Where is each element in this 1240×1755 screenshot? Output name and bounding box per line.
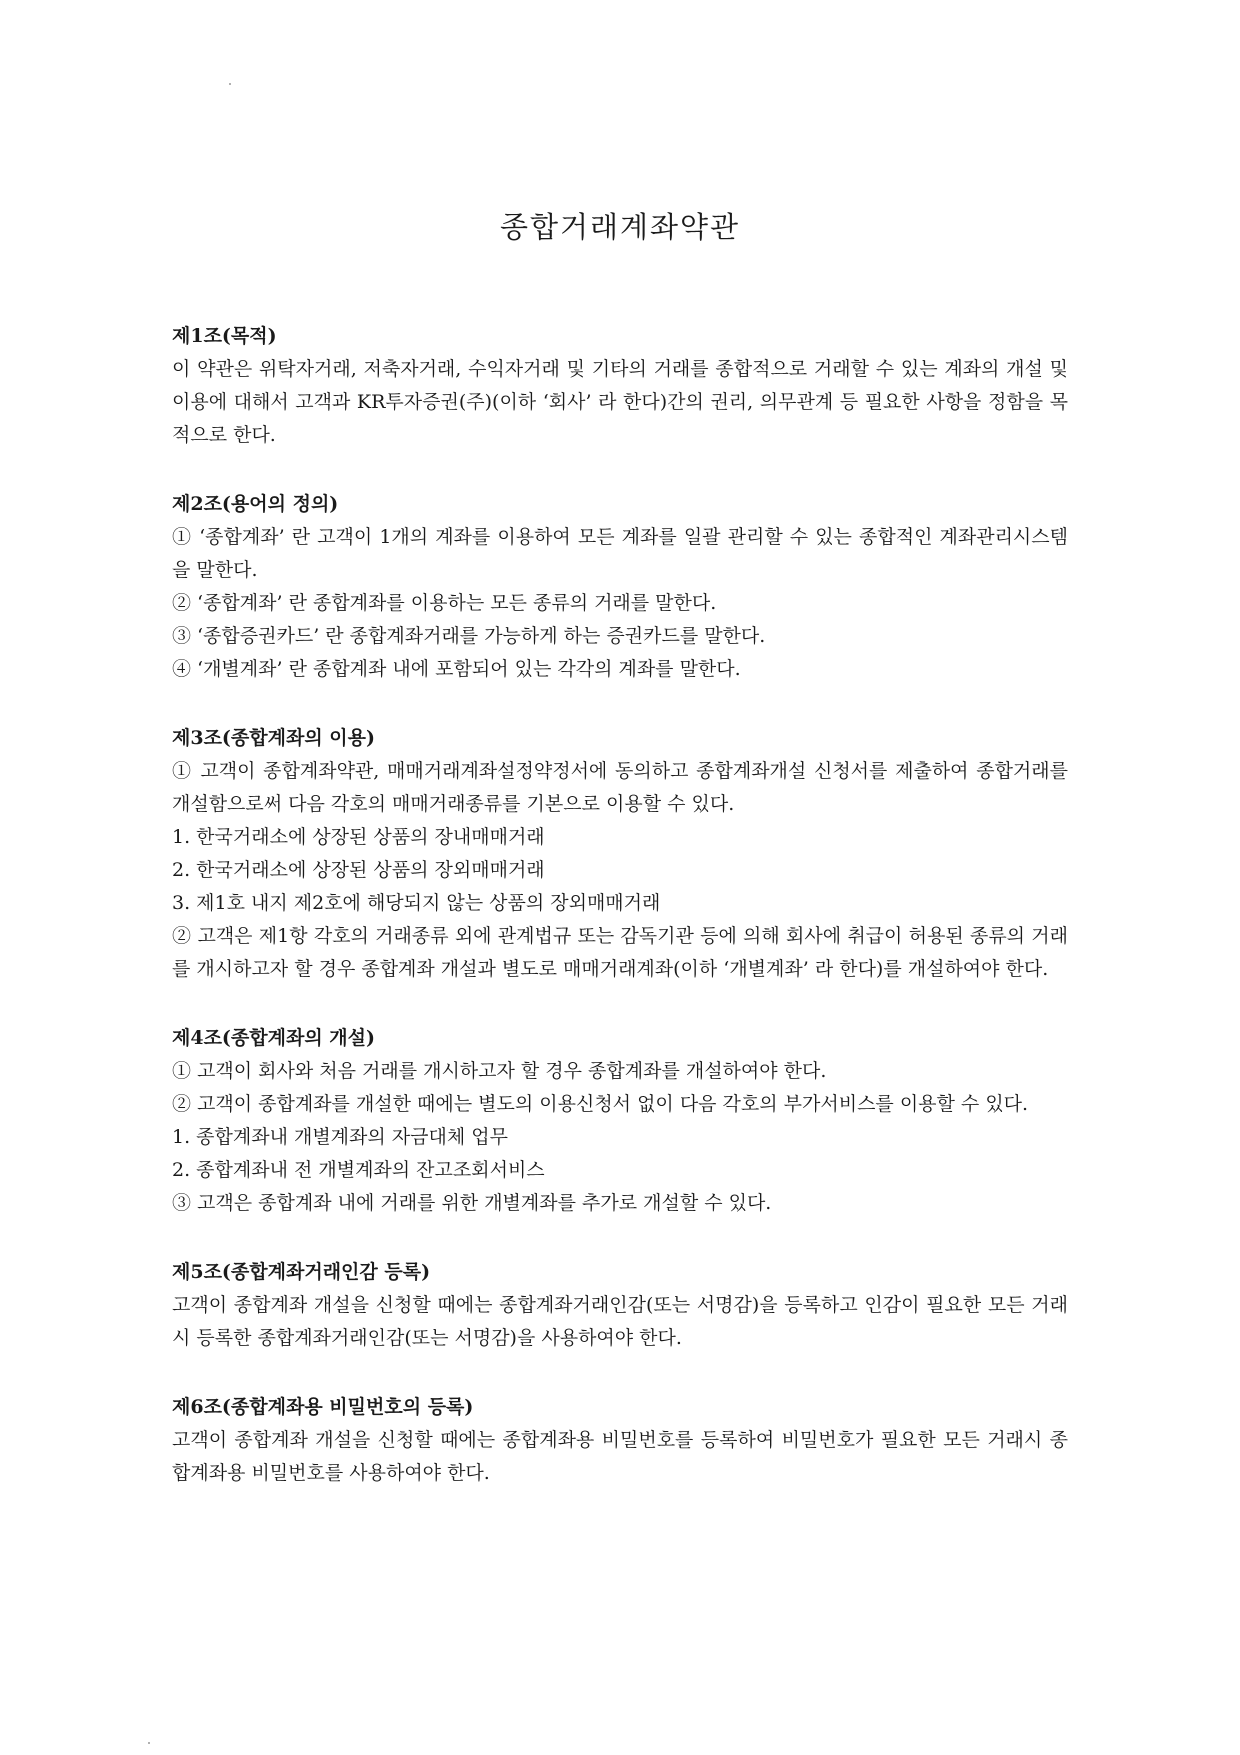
article-6 <box>172 1391 1068 1490</box>
article-heading: 제5조(종합계좌거래인감 등록) <box>172 1261 431 1283</box>
article-list-item: 3. 제1호 내지 제2호에 해당되지 않는 상품의 장외매매거래 <box>172 892 661 914</box>
article-heading: 제1조(목적) <box>172 325 277 347</box>
article-clause: ① 고객이 종합계좌약관, 매매거래계좌설정약정서에 동의하고 종합계좌개설 신청서를 제출하여 종합거래를 개설함으로써 다음 각호의 매매거래종류를 기본으로 이용할 수 있다. <box>172 760 1068 815</box>
article-clause: ③ ‘종합증권카드’ 란 종합계좌거래를 가능하게 하는 증권카드를 말한다. <box>172 625 766 647</box>
article-list-item: 1. 종합계좌내 개별계좌의 자금대체 업무 <box>172 1126 508 1148</box>
article-text: 고객이 종합계좌 개설을 신청할 때에는 종합계좌거래인감(또는 서명감)을 등록하고 인감이 필요한 모든 거래시 등록한 종합계좌거래인감(또는 서명감)을 사용하여야 한다. <box>172 1294 1068 1349</box>
article-heading: 제4조(종합계좌의 개설) <box>172 1027 376 1049</box>
article-clause: ② 고객이 종합계좌를 개설한 때에는 별도의 이용신청서 없이 다음 각호의 부가서비스를 이용할 수 있다. <box>172 1093 1029 1115</box>
document-title: 종합거래계좌약관 <box>499 210 741 244</box>
article-text: 이 약관은 위탁자거래, 저축자거래, 수익자거래 및 기타의 거래를 종합적으로 거래할 수 있는 계좌의 개설 및 이용에 대해서 고객과 KR투자증권(주)(이하 ‘회사’ 라 한다)간의 권리, 의무관계 등 필요한 사항을 정함을 목적으로 한다. <box>172 358 1068 446</box>
article-list-item: 1. 한국거래소에 상장된 상품의 장내매매거래 <box>172 826 545 848</box>
article-clause: ① ‘종합계좌’ 란 고객이 1개의 계좌를 이용하여 모든 계좌를 일괄 관리할 수 있는 종합적인 계좌관리시스템을 말한다. <box>172 526 1068 581</box>
article-clause: ② 고객은 제1항 각호의 거래종류 외에 관계법규 또는 감독기관 등에 의해 회사에 취급이 허용된 종류의 거래를 개시하고자 할 경우 종합계좌 개설과 별도로 매매거래계좌(이하 ‘개별계좌’ 라 한다)를 개설하여야 한다. <box>172 925 1068 980</box>
scan-speck <box>229 83 231 85</box>
article-list-item: 2. 한국거래소에 상장된 상품의 장외매매거래 <box>172 859 545 881</box>
article-text: 고객이 종합계좌 개설을 신청할 때에는 종합계좌용 비밀번호를 등록하여 비밀번호가 필요한 모든 거래시 종합계좌용 비밀번호를 사용하여야 한다. <box>172 1429 1068 1484</box>
scan-speck <box>148 1742 150 1744</box>
article-2 <box>172 488 1068 686</box>
terms-body <box>172 320 1068 1526</box>
article-clause: ④ ‘개별계좌’ 란 종합계좌 내에 포함되어 있는 각각의 계좌를 말한다. <box>172 658 741 680</box>
article-clause: ② ‘종합계좌’ 란 종합계좌를 이용하는 모든 종류의 거래를 말한다. <box>172 592 717 614</box>
article-heading: 제6조(종합계좌용 비밀번호의 등록) <box>172 1396 474 1418</box>
article-list-item: 2. 종합계좌내 전 개별계좌의 잔고조회서비스 <box>172 1159 545 1181</box>
article-1 <box>172 320 1068 452</box>
article-heading: 제3조(종합계좌의 이용) <box>172 727 376 749</box>
article-3 <box>172 722 1068 986</box>
article-clause: ① 고객이 회사와 처음 거래를 개시하고자 할 경우 종합계좌를 개설하여야 한다. <box>172 1060 827 1082</box>
article-4 <box>172 1022 1068 1220</box>
article-heading: 제2조(용어의 정의) <box>172 493 339 515</box>
article-clause: ③ 고객은 종합계좌 내에 거래를 위한 개별계좌를 추가로 개설할 수 있다. <box>172 1192 772 1214</box>
article-5 <box>172 1256 1068 1355</box>
